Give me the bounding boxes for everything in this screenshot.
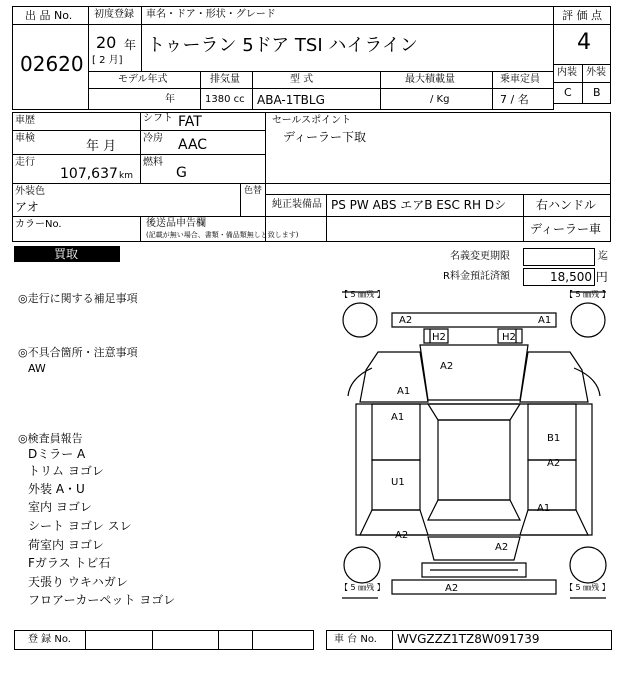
- damage-mark-right-front-door: B1: [547, 433, 561, 444]
- car-damage-diagram: [338, 287, 612, 605]
- name-change-label: 名義変更期限: [450, 251, 510, 262]
- model-year-value: 年: [165, 94, 175, 105]
- damage-mark-left-rear-fender: A2: [395, 530, 409, 541]
- exterior-color-value: アオ: [15, 200, 39, 214]
- displacement-value: 1380 cc: [205, 94, 245, 105]
- car-name-label: 車名・ドア・形状・グレード: [146, 9, 276, 20]
- damage-mark-right-quarter: A1: [537, 503, 551, 514]
- recycle-label: R料金預託済額: [443, 271, 510, 282]
- first-reg-year: 20: [96, 33, 117, 52]
- inspector-item: トリム ヨゴレ: [28, 464, 104, 478]
- damage-mark-headlight-left: H2: [432, 332, 446, 343]
- tire-tread-bottom-right: 【 5 ㎜残 】: [565, 583, 610, 592]
- color-change-label: 色替: [244, 186, 263, 196]
- registration-label: 登 録 No.: [28, 634, 71, 645]
- inspector-item: 荷室内 ヨゴレ: [28, 538, 104, 552]
- damage-mark-left-rear-door: U1: [391, 477, 405, 488]
- inspector-item: 外装 A・U: [28, 482, 85, 496]
- damage-mark-left-fender: A1: [397, 386, 411, 397]
- shift-value: FAT: [178, 114, 202, 130]
- interior-grade: C: [564, 86, 572, 99]
- name-change-box: [523, 248, 595, 266]
- sales-point-value: ディーラー下取: [283, 130, 367, 144]
- running-notes-title: ◎走行に関する補足事項: [18, 292, 138, 305]
- recycle-value: 18,500 円: [550, 270, 608, 284]
- purchase-label: 買取: [54, 247, 79, 261]
- exterior-color-label: 外装色: [15, 186, 45, 197]
- inspector-item: 天張り ウキハガレ: [28, 575, 128, 589]
- mileage-label: 走行: [15, 157, 35, 168]
- name-change-value: 迄: [598, 251, 608, 262]
- car-name: トゥーラン 5ドア TSI ハイライン: [147, 35, 418, 56]
- max-load-label: 最大積載量: [405, 74, 455, 85]
- color-no-label: カラーNo.: [15, 219, 62, 230]
- fuel-label: 燃料: [143, 157, 163, 168]
- damage-mark-rear-bumper: A2: [445, 583, 459, 594]
- exterior-grade: B: [593, 86, 601, 99]
- type-value: ABA-1TBLG: [257, 93, 325, 107]
- capacity-value: 7 / 名: [500, 93, 529, 106]
- first-reg-month: [ 2 月]: [92, 55, 123, 66]
- inspection-label: 車検: [15, 133, 35, 144]
- score-value: 4: [577, 30, 591, 55]
- equipment-label: 純正装備品: [272, 199, 322, 210]
- first-reg-year-unit: 年: [124, 38, 137, 52]
- damage-mark-tailgate: A2: [495, 542, 509, 553]
- chassis-label: 車 台 No.: [334, 634, 377, 645]
- fuel-value: G: [176, 165, 187, 181]
- damage-mark-right-rear-door: A2: [547, 458, 561, 469]
- damage-mark-hood: A2: [440, 361, 454, 372]
- tire-tread-top-left: 【 5 ㎜残 】: [340, 290, 385, 299]
- defect-notes-value: AW: [28, 362, 46, 375]
- score-label: 評 価 点: [562, 9, 602, 22]
- shift-label: シフト: [143, 113, 173, 124]
- lot-label: 出 品 No.: [25, 9, 73, 22]
- purchase-bar: [14, 246, 120, 262]
- inspector-item: Fガラス トビ石: [28, 556, 111, 570]
- tire-tread-bottom-left: 【 5 ㎜残 】: [340, 583, 385, 592]
- inspector-report-title: ◎検査員報告: [18, 432, 83, 445]
- displacement-label: 排気量: [210, 74, 240, 85]
- docs-label: 後送品申告欄: [146, 218, 206, 229]
- inspector-item: シート ヨゴレ スレ: [28, 519, 132, 533]
- chassis-number: WVGZZZ1TZ8W091739: [397, 632, 540, 646]
- dealer-value: ディーラー車: [530, 222, 602, 236]
- sales-point-label: セールスポイント: [272, 115, 352, 126]
- damage-mark-headlight-right: H2: [502, 332, 516, 343]
- lot-number: 02620: [20, 52, 84, 76]
- ac-label: 冷房: [143, 133, 163, 144]
- defect-notes-title: ◎不具合箇所・注意事項: [18, 346, 138, 359]
- capacity-label: 乗車定員: [500, 74, 540, 85]
- damage-mark-left-front-door: A1: [391, 412, 405, 423]
- interior-label: 内装: [557, 67, 577, 78]
- inspector-item: Dミラー A: [28, 447, 86, 461]
- inspector-item: フロアーカーペット ヨゴレ: [28, 593, 176, 607]
- max-load-value: / Kg: [430, 94, 450, 105]
- inspector-item: 室内 ヨゴレ: [28, 500, 92, 514]
- inspection-value: 年 月: [86, 139, 117, 154]
- mileage-unit: km: [119, 171, 133, 181]
- exterior-label: 外装: [586, 67, 606, 78]
- tire-tread-top-right: 【 5 ㎜残 】: [565, 290, 610, 299]
- handle-value: 右ハンドル: [536, 198, 597, 212]
- type-label: 型 式: [290, 74, 314, 85]
- damage-mark-front-bumper-right: A1: [538, 315, 552, 326]
- history-label: 車歴: [15, 115, 35, 126]
- ac-value: AAC: [178, 137, 208, 153]
- mileage-value: 107,637: [60, 166, 118, 182]
- docs-note: (記載が無い場合、書類・備品類無しと致します): [146, 231, 299, 239]
- model-year-label: モデル年式: [118, 74, 168, 85]
- first-reg-label: 初度登録: [94, 9, 134, 20]
- damage-mark-front-bumper-left: A2: [399, 315, 413, 326]
- equipment-value: PS PW ABS エアB ESC RH Dシ: [331, 198, 507, 212]
